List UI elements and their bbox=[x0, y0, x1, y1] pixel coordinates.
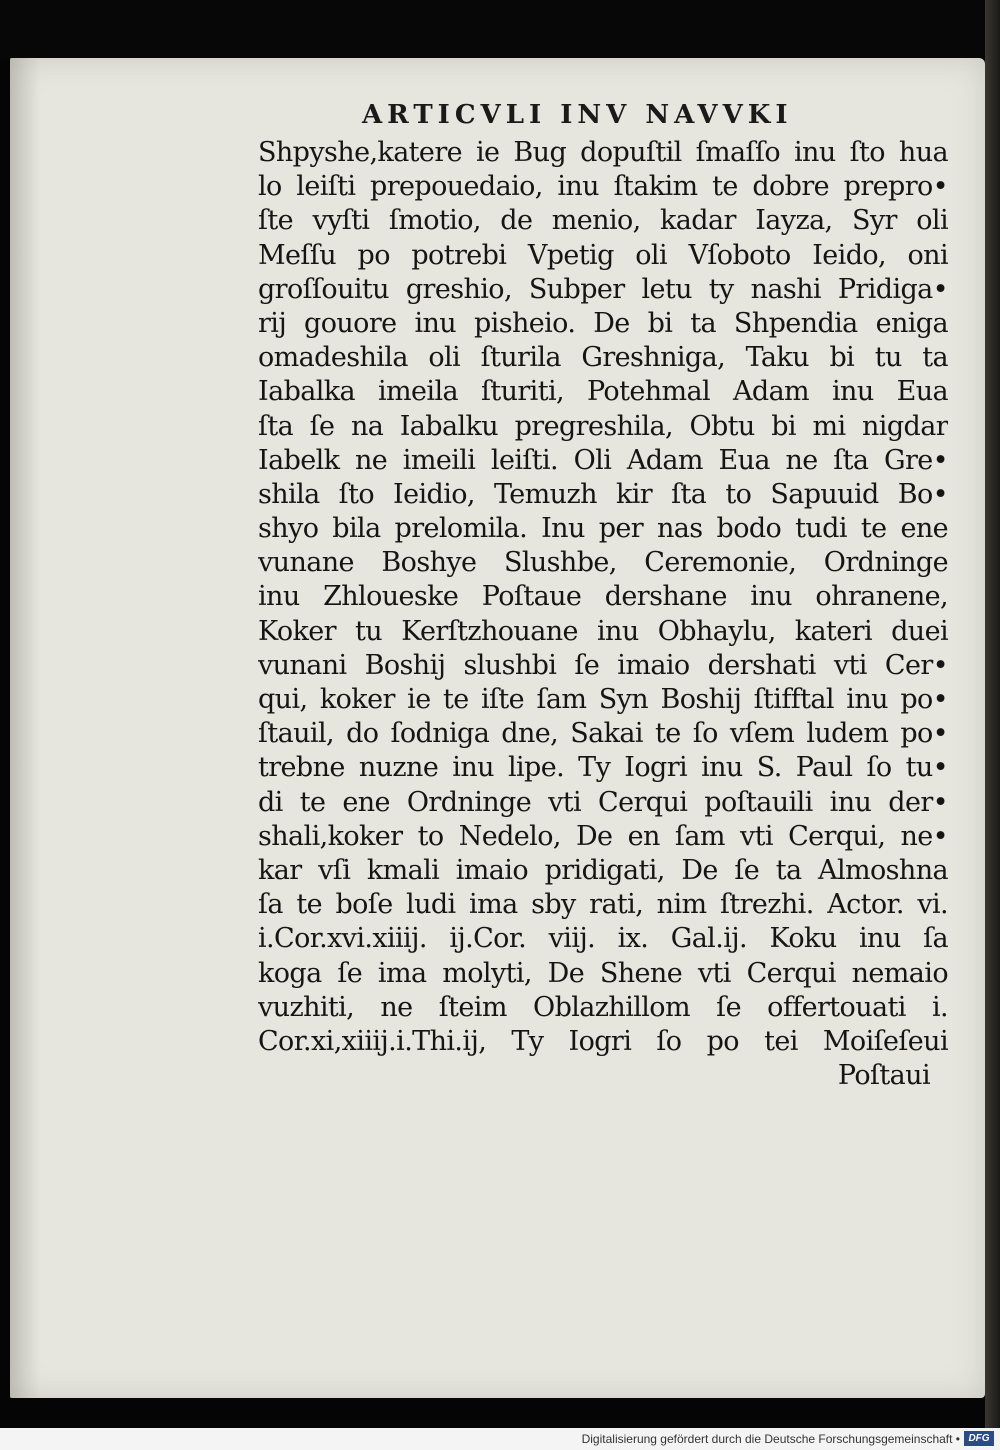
text-line: vuzhiti, ne ſteim Oblazhillom ſe offertouati i. bbox=[258, 991, 948, 1023]
text-line: ſta ſe na Iabalku pregreshila, Obtu bi mi nigdar bbox=[258, 410, 948, 442]
digitization-footer bbox=[0, 1428, 1000, 1450]
text-line: shila ſto Ieidio, Temuzh kir ſta to Sapuuid Bo• bbox=[258, 478, 948, 510]
book-page bbox=[10, 58, 985, 1398]
text-line: di te ene Ordninge vti Cerqui poſtauili inu der• bbox=[258, 786, 948, 818]
text-line: ſa te boſe ludi ima sby rati, nim ſtrezhi. Actor. vi. bbox=[258, 889, 948, 921]
text-line: kar vſi kmali imaio pridigati, De ſe ta Almoshna bbox=[258, 854, 948, 886]
text-line: groſſouitu greshio, Subper letu ty nashi Pridiga• bbox=[258, 273, 948, 305]
text-line: ſte vyſti ſmotio, de menio, kadar Iayza, Syr oli bbox=[258, 205, 948, 237]
text-line: vunane Boshye Slushbe, Ceremonie, Ordninge bbox=[258, 547, 948, 579]
text-line: vunani Boshij slushbi ſe imaio dershati vti Cer• bbox=[258, 649, 948, 681]
scanner-board-top bbox=[0, 0, 1000, 58]
text-line: koga ſe ima molyti, De Shene vti Cerqui nemaio bbox=[258, 957, 948, 989]
text-line: omadeshila oli ſturila Greshniga, Taku bi tu ta bbox=[258, 342, 948, 374]
page-gutter-shadow bbox=[10, 58, 40, 1398]
text-line: qui, koker ie te iſte ſam Syn Boshij ſtifftal inu po• bbox=[258, 684, 948, 715]
text-line: trebne nuzne inu lipe. Ty Iogri inu S. Paul ſo tu• bbox=[258, 752, 948, 784]
text-line: Iabalka imeila ſturiti, Potehmal Adam inu Eua bbox=[258, 376, 948, 408]
text-line: Cor.xi,xiiij.i.Thi.ij, Ty Iogri ſo po tei Moiſeſeui bbox=[258, 1025, 948, 1057]
text-line: Koker tu Kerſtzhouane inu Obhaylu, kateri duei bbox=[258, 615, 948, 647]
text-line: Iabelk ne imeili leiſti. Oli Adam Eua ne ſta Gre• bbox=[258, 444, 948, 476]
funding-credit: Digitalisierung gefördert durch die Deutsche Forschungsgemeinschaft • bbox=[581, 1432, 960, 1446]
text-line: inu Zhloueske Poſtaue dershane inu ohranene, bbox=[258, 581, 948, 613]
text-line: rij gouore inu pisheio. De bi ta Shpendia eniga bbox=[258, 307, 948, 339]
text-line: lo leiſti prepouedaio, inu ſtakim te dobre prepro• bbox=[258, 171, 948, 203]
text-line: ſtauil, do ſodniga dne, Sakai te ſo vſem ludem po• bbox=[258, 718, 948, 750]
text-line: Meſſu po potrebi Vpetig oli Vſoboto Ieido, oni bbox=[258, 239, 948, 271]
text-line: shali,koker to Nedelo, De en ſam vti Cerqui, ne• bbox=[258, 820, 948, 852]
body-text bbox=[258, 136, 948, 1093]
catchword: Poſtaui bbox=[837, 1060, 930, 1092]
text-line: i.Cor.xvi.xiiij. ij.Cor. viij. ix. Gal.ij. Koku inu ſa bbox=[258, 923, 948, 955]
scanner-board-right bbox=[985, 0, 1000, 1428]
text-line: Shpyshe,katere ie Bug dopuſtil ſmaſſo inu ſto hua bbox=[258, 137, 948, 168]
running-head: ARTICVLI INV NAVVKI bbox=[362, 100, 793, 130]
dfg-logo-icon: DFG bbox=[964, 1431, 994, 1446]
text-line: shyo bila prelomila. Inu per nas bodo tudi te ene bbox=[258, 513, 948, 545]
